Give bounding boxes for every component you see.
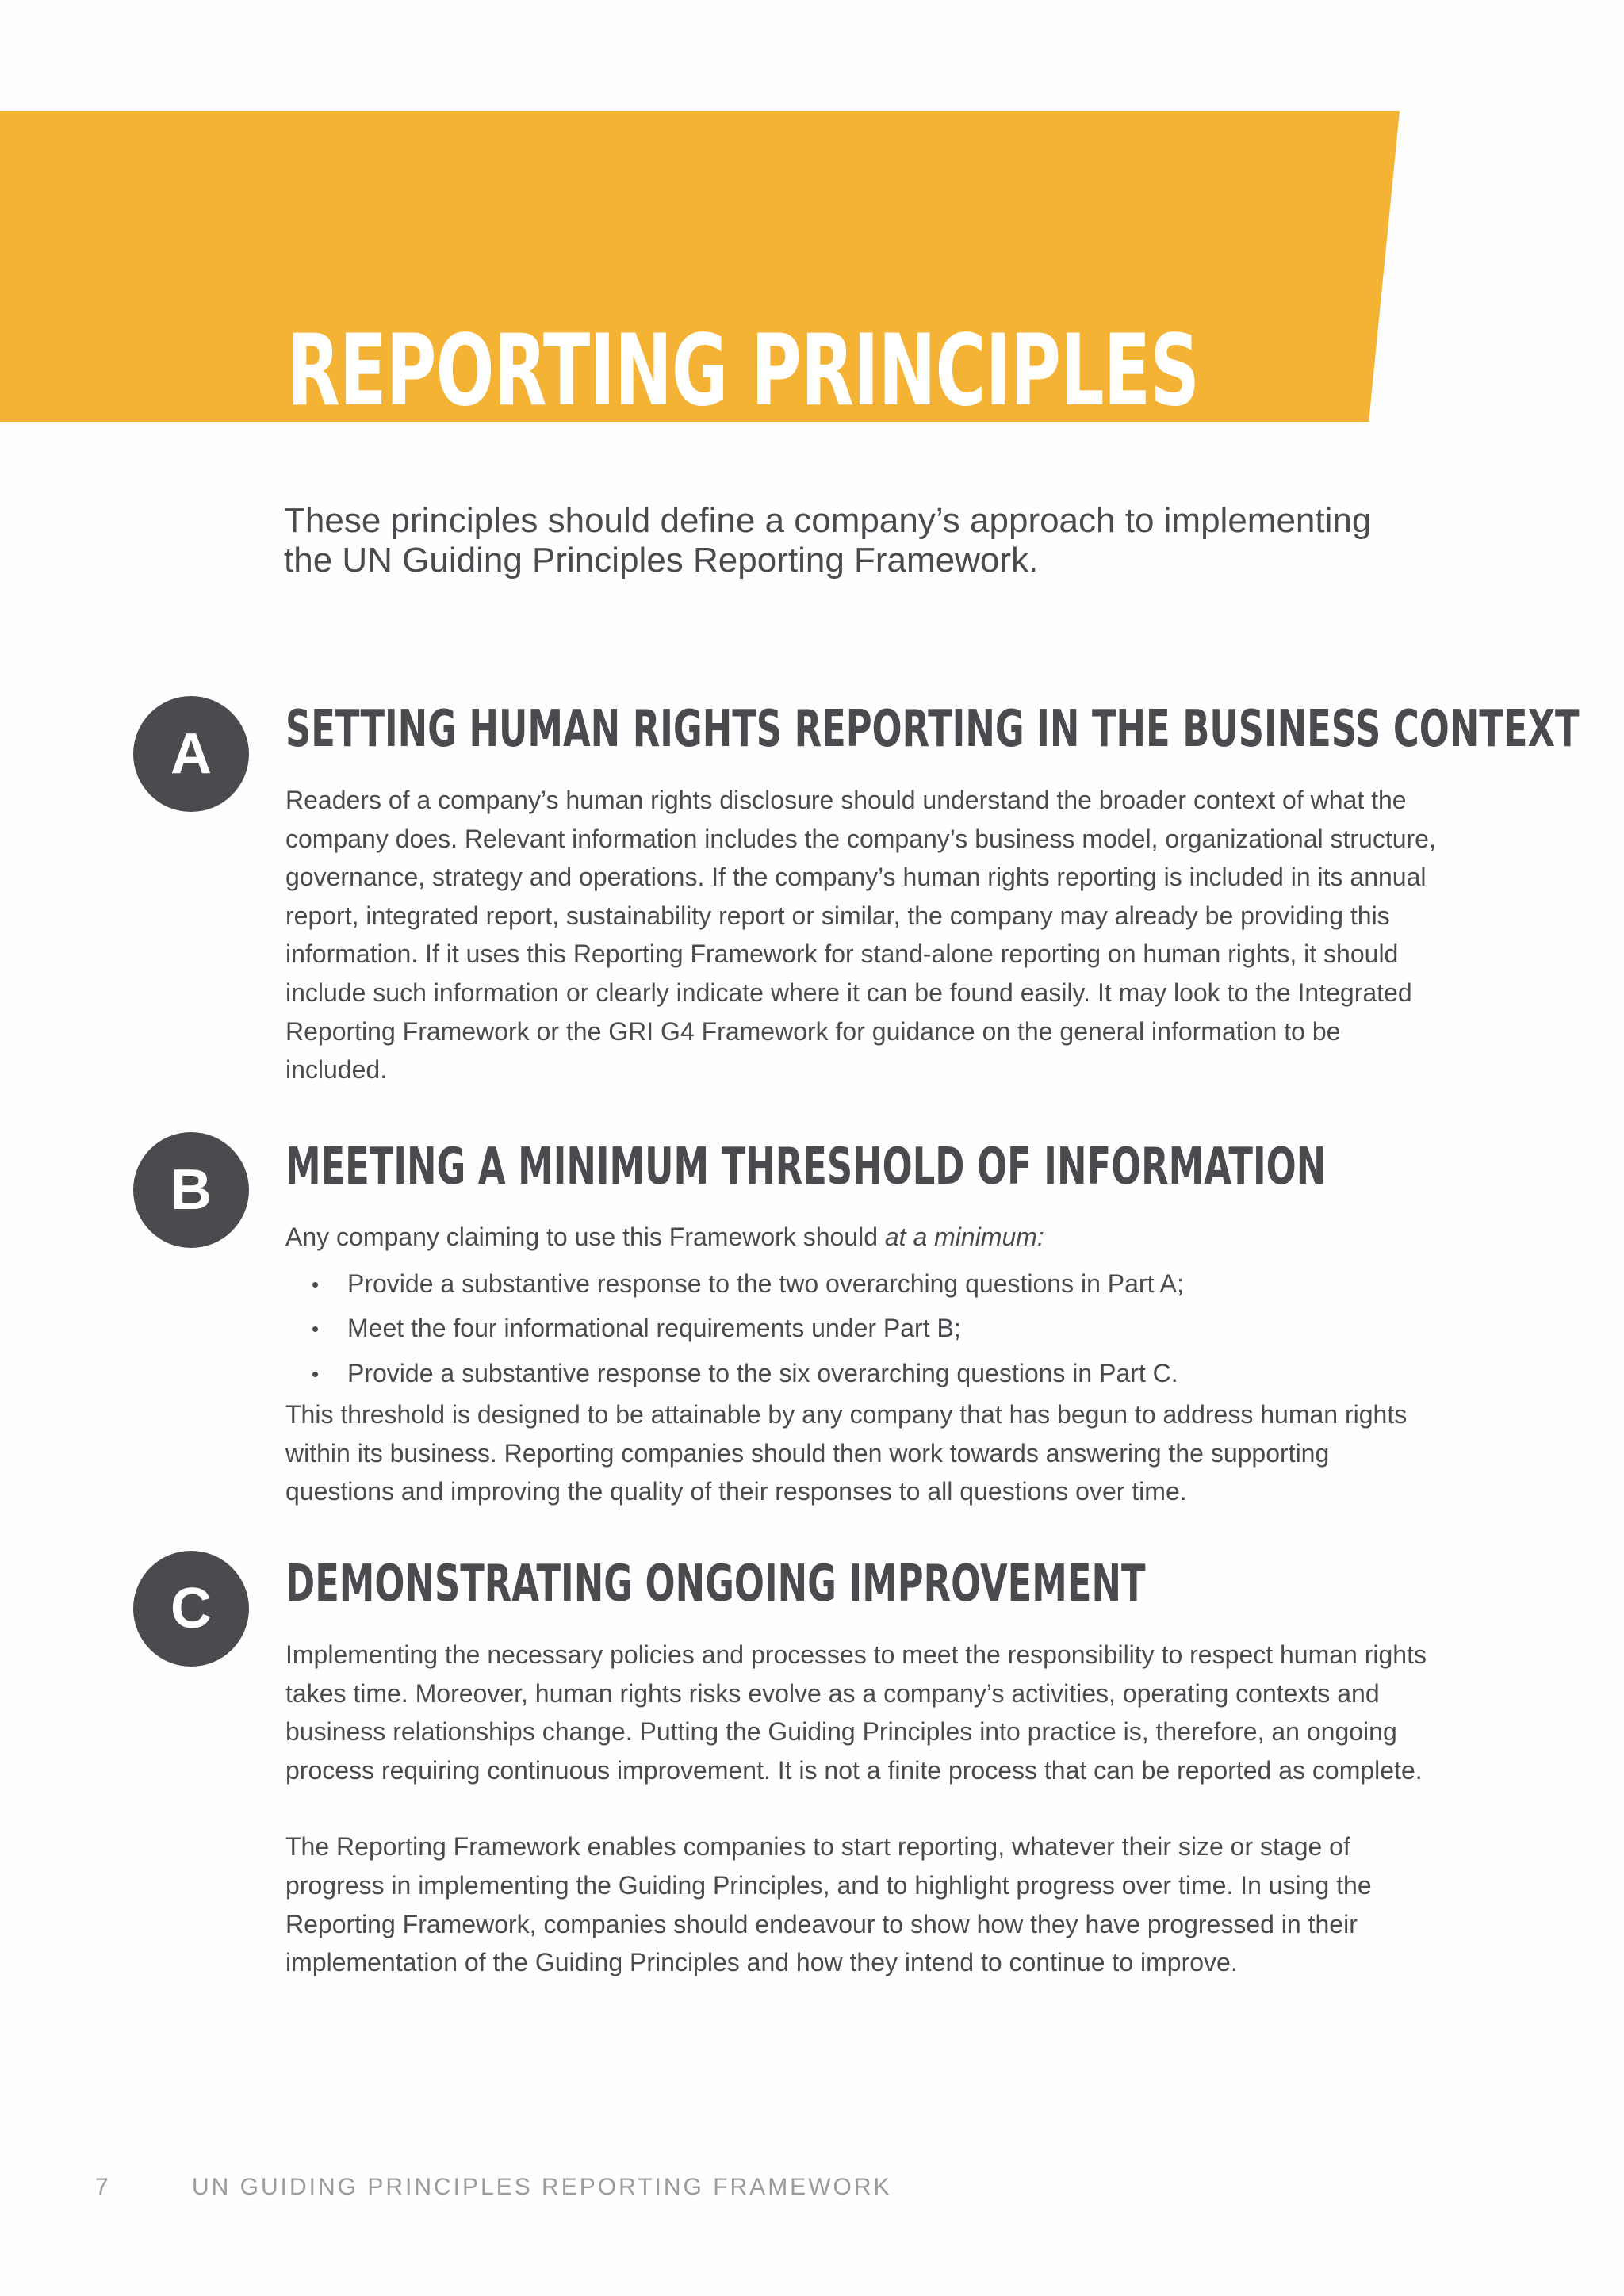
section-a-paragraph: Readers of a company’s human rights disclosure should understand the broader context of what the company does. Relevant information includes the company’s business model, organizational structure, governance, strategy and operations. If the company’s human rights reporting is included in its annual report, integrated report, sustainability report or similar, the company may already be providing this information. If it uses this Reporting Framework for stand-alone reporting on human rights, it should include such information or clearly indicate where it can be found easily. It may look to the Integrated Reporting Framework or the GRI G4 Framework for guidance on the general information to be included. (285, 786, 1436, 1085)
page-number: 7 (95, 2174, 109, 2200)
section-b-heading: MEETING A MINIMUM THRESHOLD OF INFORMATION (285, 1138, 1327, 1196)
section-b-body (285, 1218, 1443, 1511)
bullet-item: Meet the four informational requirements under Part B; (285, 1306, 1443, 1351)
section-a-badge: A (133, 696, 249, 812)
section-c-badge: C (133, 1551, 249, 1667)
section-c-paragraph-2: The Reporting Framework enables companies to start reporting, whatever their size or stage of progress in implementing the Guiding Principles, and to highlight progress over time. In using the Reporting Framework, companies should endeavour to show how they have progressed in their implementation of the Guiding Principles and how they intend to continue to improve. (285, 1832, 1372, 1977)
section-a-heading: SETTING HUMAN RIGHTS REPORTING IN THE BUSINESS CONTEXT (285, 700, 1580, 759)
footer-title: UN GUIDING PRINCIPLES REPORTING FRAMEWORK (192, 2174, 892, 2200)
section-c-heading: DEMONSTRATING ONGOING IMPROVEMENT (285, 1555, 1146, 1613)
section-b-bullet-list (285, 1261, 1443, 1396)
bullet-item: Provide a substantive response to the six overarching questions in Part C. (285, 1351, 1443, 1396)
section-b-lead: Any company claiming to use this Framework should at a minimum: (285, 1223, 1044, 1251)
section-b-lead-emphasis: at a minimum: (884, 1223, 1044, 1251)
section-b-closing: This threshold is designed to be attainable by any company that has begun to address human rights within its business. Reporting companies should then work towards answering the supporting questions and improving the quality of their responses to all questions over time. (285, 1400, 1408, 1506)
section-c-body (285, 1636, 1443, 1982)
section-b-badge: B (133, 1132, 249, 1248)
bullet-item: Provide a substantive response to the two overarching questions in Part A; (285, 1261, 1443, 1307)
intro-text: These principles should define a company’s approach to implementing the UN Guiding Principles Reporting Framework. (284, 501, 1372, 580)
page-title: REPORTING PRINCIPLES (287, 314, 1200, 428)
section-a-body (285, 781, 1443, 1089)
section-c-paragraph-1: Implementing the necessary policies and processes to meet the responsibility to respect human rights takes time. Moreover, human rights risks evolve as a company’s activities, operating contexts and business relationships change. Putting the Guiding Principles into practice is, therefore, an ongoing process requiring continuous improvement. It is not a finite process that can be reported as complete. (285, 1640, 1427, 1785)
